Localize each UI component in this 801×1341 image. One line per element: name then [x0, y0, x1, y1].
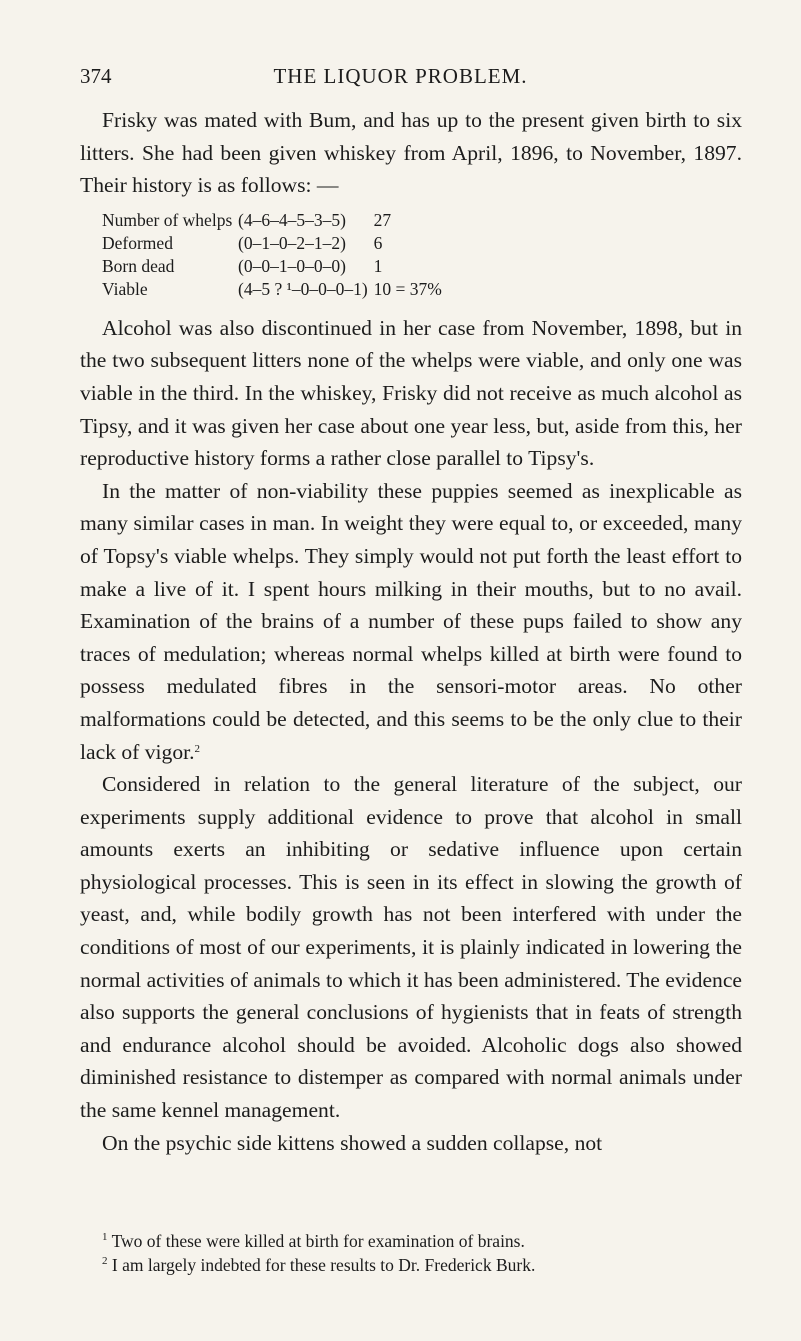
- paragraph: Frisky was mated with Bum, and has up to the present given birth to six litters. She had been given whiskey from April, 1896, to November, 1897. Their history is as follows: —: [80, 108, 742, 198]
- paragraph-text: In the matter of non-viability these puppies seemed as inexplicable as many similar cases in man. In weight they were equal to, or exceeded, many of Topsy's viable whelps. They simply would not put forth the least effort to make a live of it. I spent hours milking in their mouths, but to no avail. Examination of the brains of a number of these pups failed to show any traces of medulation; whereas normal whelps killed at birth were found to possess medulated fibres in the sensori-motor areas. No other malformations could be detected, and this seems to be the only clue to their lack of vigor.: [80, 478, 742, 764]
- row-label: Deformed: [102, 232, 173, 253]
- row-sequence: (0–1–0–2–1–2): [238, 232, 346, 253]
- footnote: [80, 1229, 742, 1253]
- body-text: [80, 104, 742, 1159]
- row-total: 27: [373, 209, 392, 230]
- footnote-marker: 2: [102, 1255, 108, 1267]
- row-label: Viable: [102, 278, 148, 299]
- table-row: [102, 278, 442, 301]
- paragraph: Considered in relation to the general literature of the subject, our experiments supply additional evidence to prove that alcohol in small amounts exerts an inhibiting or sedative influence upon certain physiological processes. This is seen in its effect in slowing the growth of yeast, and, while bodily growth has not been interfered with under the conditions of most of our experiments, it is plainly indicated in lowering the normal activities of animals to which it has been administered. The evidence also supports the general conclusions of hygienists that in feats of strength and endurance alcohol should be avoided. Alcoholic dogs also showed diminished resistance to distemper as compared with normal animals under the same kennel management.: [80, 772, 742, 1123]
- running-title: THE LIQUOR PROBLEM.: [273, 64, 528, 88]
- row-total: 6: [373, 232, 383, 253]
- litter-history-table: [102, 209, 442, 301]
- row-total: 1: [373, 255, 383, 276]
- row-label: Born dead: [102, 255, 175, 276]
- paragraph: On the psychic side kittens showed a sudden collapse, not: [102, 1130, 603, 1155]
- paragraph: Alcohol was also discontinued in her case from November, 1898, but in the two subsequent litters none of the whelps were viable, and only one was viable in the third. In the whiskey, Frisky did not receive as much alcohol as Tipsy, and it was given her case about one year less, but, aside from this, her reproductive history forms a rather close parallel to Tipsy's.: [80, 315, 742, 471]
- row-label: Number of whelps: [102, 209, 233, 230]
- row-total: 10 = 37%: [373, 278, 442, 299]
- footnotes: [80, 1229, 742, 1277]
- row-sequence: (4–6–4–5–3–5): [238, 209, 346, 230]
- row-sequence: (4–5 ? ¹–0–0–0–1): [238, 278, 368, 299]
- page-number: 374: [80, 64, 112, 88]
- footnote-text: Two of these were killed at birth for examination of brains.: [111, 1231, 525, 1251]
- footnote-text: I am largely indebted for these results to Dr. Frederick Burk.: [111, 1255, 536, 1275]
- footnote-reference: 2: [194, 742, 201, 755]
- page-header: [0, 64, 801, 94]
- row-sequence: (0–0–1–0–0–0): [238, 255, 346, 276]
- table-row: [102, 209, 442, 232]
- table-row: [102, 255, 442, 278]
- footnote-marker: 1: [102, 1231, 108, 1243]
- paragraph: [80, 475, 742, 768]
- footnote: [80, 1253, 742, 1277]
- table-row: [102, 232, 442, 255]
